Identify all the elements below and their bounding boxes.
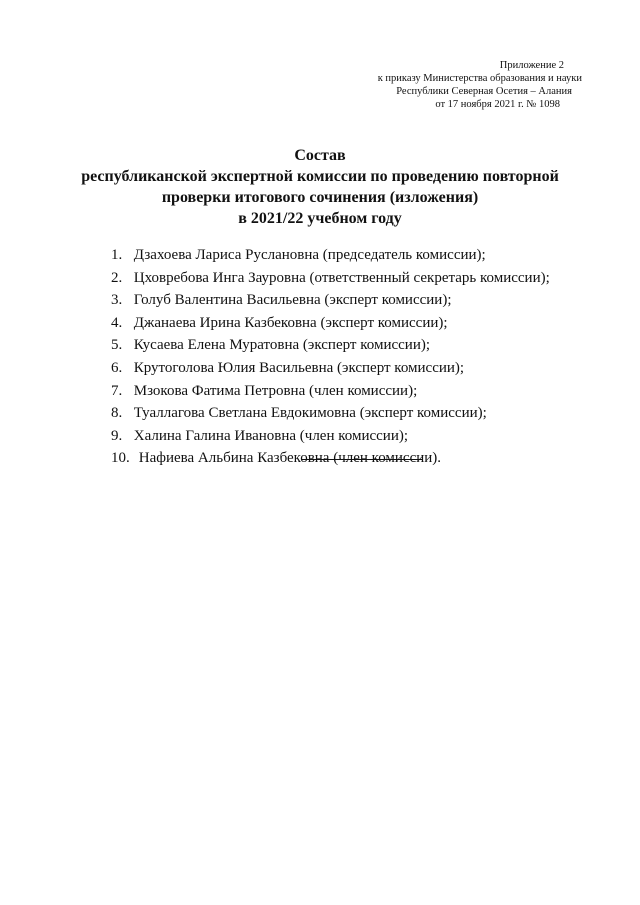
list-item bbox=[111, 312, 550, 335]
list-item bbox=[111, 267, 550, 290]
list-item-number: 10. bbox=[111, 450, 130, 467]
list-item-number: 1. bbox=[111, 247, 123, 263]
title-line: Состав bbox=[294, 147, 346, 164]
title-line: проверки итогового сочинения (изложения) bbox=[161, 189, 479, 206]
document-title bbox=[0, 145, 640, 229]
list-item bbox=[111, 289, 550, 312]
list-item-number: 6. bbox=[111, 359, 123, 376]
list-item bbox=[111, 334, 550, 357]
list-item-text: Халина Галина Ивановна (член комиссии); bbox=[133, 427, 409, 444]
appendix-line: от 17 ноября 2021 г. № 1098 bbox=[435, 99, 560, 110]
list-item-text: Нафиева Альбина Казбековна (член комиссии). bbox=[138, 450, 442, 467]
closing-divider bbox=[302, 459, 422, 460]
list-item-number: 5. bbox=[111, 337, 123, 354]
appendix-line: Республики Северная Осетия – Алания bbox=[396, 86, 572, 97]
title-line: в 2021/22 учебном году bbox=[238, 210, 402, 227]
list-item bbox=[111, 380, 550, 403]
list-item-text: Кусаева Елена Муратовна (эксперт комиссии); bbox=[133, 337, 431, 354]
list-item-text: Дзахоева Лариса Руслановна (председатель комиссии); bbox=[133, 247, 486, 263]
appendix-line: Приложение 2 bbox=[499, 60, 564, 71]
list-item bbox=[111, 425, 550, 448]
list-item bbox=[111, 357, 550, 380]
list-item-number: 4. bbox=[111, 314, 123, 331]
list-item-text: Туаллагова Светлана Евдокимовна (эксперт комиссии); bbox=[133, 405, 487, 422]
list-item-text: Крутоголова Юлия Васильевна (эксперт комиссии); bbox=[133, 359, 465, 376]
title-line: республиканской экспертной комиссии по проведению повторной bbox=[81, 168, 559, 185]
list-item-number: 2. bbox=[111, 269, 123, 286]
list-item bbox=[111, 244, 550, 267]
list-item-number: 8. bbox=[111, 405, 123, 422]
list-item-text: Мзокова Фатима Петровна (член комиссии); bbox=[133, 382, 418, 399]
members-list bbox=[111, 244, 550, 470]
list-item-number: 7. bbox=[111, 382, 123, 399]
list-item-text: Голуб Валентина Васильевна (эксперт комиссии); bbox=[133, 292, 452, 309]
list-item-number: 9. bbox=[111, 427, 123, 444]
list-item-text: Цховребова Инга Зауровна (ответственный секретарь комиссии); bbox=[133, 269, 550, 286]
list-item-text: Джанаева Ирина Казбековна (эксперт комиссии); bbox=[133, 314, 448, 331]
list-item bbox=[111, 402, 550, 425]
appendix-line: к приказу Министерства образования и науки bbox=[377, 73, 582, 84]
list-item-number: 3. bbox=[111, 292, 123, 309]
appendix-note bbox=[342, 59, 582, 111]
